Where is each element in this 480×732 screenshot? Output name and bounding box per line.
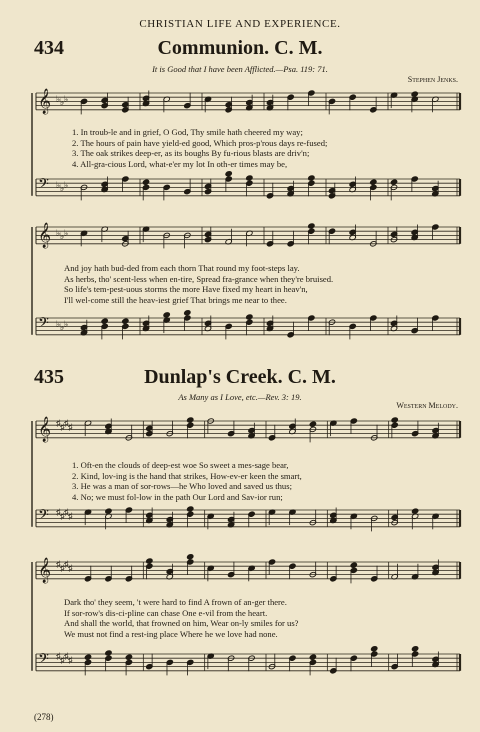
sharp-icon: ♯	[60, 655, 65, 665]
treble-clef-icon: 𝄞	[38, 89, 52, 114]
note-head	[105, 650, 112, 656]
hymn-434-composer: Stephen Jenks.	[407, 75, 458, 84]
hymn-434-lyrics-first	[64, 127, 460, 169]
flat-icon: ♭	[60, 322, 65, 332]
hymn-434-number: 434	[34, 37, 64, 59]
flat-icon: ♭	[60, 231, 65, 241]
bass-clef-icon: 𝄢	[38, 651, 49, 671]
lyric-line: If sor-row's dis-ci-pline can chase One e-vil from the heart.	[64, 607, 268, 618]
flat-icon: ♭	[60, 97, 65, 107]
treble-clef-icon: 𝄞	[38, 417, 52, 442]
sharp-icon: ♯	[64, 418, 69, 428]
note-head	[184, 310, 191, 316]
page-number: (278)	[34, 712, 54, 722]
hymn-435-lyrics-second	[64, 597, 460, 639]
note-head	[122, 318, 129, 324]
hymn-434-scripture: It is Good that I have been Afflicted.—Psa. 119: 71.	[152, 64, 328, 74]
sharp-icon: ♯	[60, 422, 65, 432]
sharp-icon: ♯	[60, 563, 65, 573]
sharp-icon: ♯	[68, 511, 73, 521]
lyric-line: 4. All-gra-cious Lord, what-e'er my lot In oth-er times may be,	[72, 158, 288, 169]
lyric-line: And joy hath bud-ded from each thorn That round my foot-steps lay.	[64, 263, 300, 273]
flat-icon: ♭	[56, 228, 61, 238]
hymn-435-title: Dunlap's Creek. C. M.	[144, 366, 336, 388]
lyric-line: 1. Oft-en the clouds of deep-est woe So sweet a mes-sage bear,	[72, 460, 289, 470]
sharp-icon: ♯	[56, 651, 61, 661]
flat-icon: ♭	[60, 183, 65, 193]
bass-clef-icon: 𝄢	[38, 315, 49, 335]
flat-icon: ♭	[56, 94, 61, 104]
note-head	[308, 175, 315, 181]
flat-icon: ♭	[64, 228, 69, 238]
note-head	[84, 654, 91, 660]
sharp-icon: ♯	[56, 559, 61, 569]
note-head	[187, 417, 194, 423]
note-head	[391, 417, 398, 423]
hymn-435-scripture: As Many as I Love, etc.—Rev. 3: 19.	[178, 392, 302, 402]
treble-clef-icon: 𝄞	[38, 558, 52, 583]
lyric-line: 1. In troub-le and in grief, O God, Thy smile hath cheered my way;	[72, 127, 303, 137]
note-head	[411, 508, 418, 514]
note-head	[246, 314, 253, 320]
note-head	[371, 646, 378, 652]
sharp-icon: ♯	[64, 559, 69, 569]
note-head	[187, 554, 194, 560]
note-head	[142, 179, 149, 185]
hymn-435-composer: Western Melody.	[396, 401, 458, 410]
note-head	[125, 654, 132, 660]
flat-icon: ♭	[56, 180, 61, 190]
note-head	[146, 558, 153, 564]
hymn-435-number: 435	[34, 366, 64, 388]
sharp-icon: ♯	[68, 563, 73, 573]
flat-icon: ♭	[64, 94, 69, 104]
bass-clef-icon: 𝄢	[38, 507, 49, 527]
lyric-line: 2. Kind, lov-ing is the hand that strikes, How-ev-er keen the smart,	[72, 470, 302, 481]
note-head	[225, 171, 232, 177]
sharp-icon: ♯	[56, 418, 61, 428]
bass-clef-icon: 𝄢	[38, 176, 49, 196]
note-head	[309, 654, 316, 660]
running-head: CHRISTIAN LIFE AND EXPERIENCE.	[139, 18, 341, 30]
note-head	[350, 562, 357, 568]
lyric-line: 2. The hours of pain have yield-ed good, Which pros-p'rous days re-fused;	[72, 137, 328, 148]
note-head	[163, 312, 170, 318]
note-head	[246, 175, 253, 181]
note-head	[101, 318, 108, 324]
lyric-line: So life's tem-pest-uous storms the more Have fixed my heart in heav'n,	[64, 284, 308, 295]
note-head	[105, 508, 112, 514]
lyric-line: 4. No; we must fol-low in the path Our Lord and Sav-ior run;	[72, 491, 283, 502]
hymn-434-lyrics-second	[64, 263, 460, 305]
sharp-icon: ♯	[68, 655, 73, 665]
lyric-line: And shall the world, that frowned on him, Wear on-ly smiles for us?	[64, 618, 299, 629]
lyric-line: 3. He was a man of sor-rows—he Who loved and saved us thus;	[72, 481, 292, 492]
note-head	[308, 223, 315, 229]
lyric-line: Dark tho' they seem, 't were hard to find A frown of an-ger there.	[64, 597, 287, 607]
note-head	[411, 91, 418, 97]
sharp-icon: ♯	[60, 511, 65, 521]
flat-icon: ♭	[64, 319, 69, 329]
flat-icon: ♭	[64, 180, 69, 190]
note-head	[390, 179, 397, 185]
note-head	[309, 421, 316, 427]
sharp-icon: ♯	[64, 651, 69, 661]
sharp-icon: ♯	[56, 507, 61, 517]
lyric-line: We must not find a rest-ing place Where he we love had none.	[64, 628, 278, 639]
hymn-434-title: Communion. C. M.	[157, 37, 323, 59]
hymn-435-lyrics-first	[64, 460, 460, 502]
lyric-line: As herbs, tho' scent-less when en-tire, Spread fra-grance when they're bruised.	[64, 273, 334, 284]
note-head	[370, 179, 377, 185]
sharp-icon: ♯	[64, 507, 69, 517]
flat-icon: ♭	[56, 319, 61, 329]
note-head	[411, 646, 418, 652]
treble-clef-icon: 𝄞	[38, 223, 52, 248]
lyric-line: I'll wel-come still the heav-iest grief That brings me near to thee.	[64, 294, 287, 305]
lyric-line: 3. The oak strikes deep-er, as its boughs By fu-rious blasts are driv'n;	[72, 148, 310, 159]
note-head	[187, 506, 194, 512]
sharp-icon: ♯	[68, 422, 73, 432]
